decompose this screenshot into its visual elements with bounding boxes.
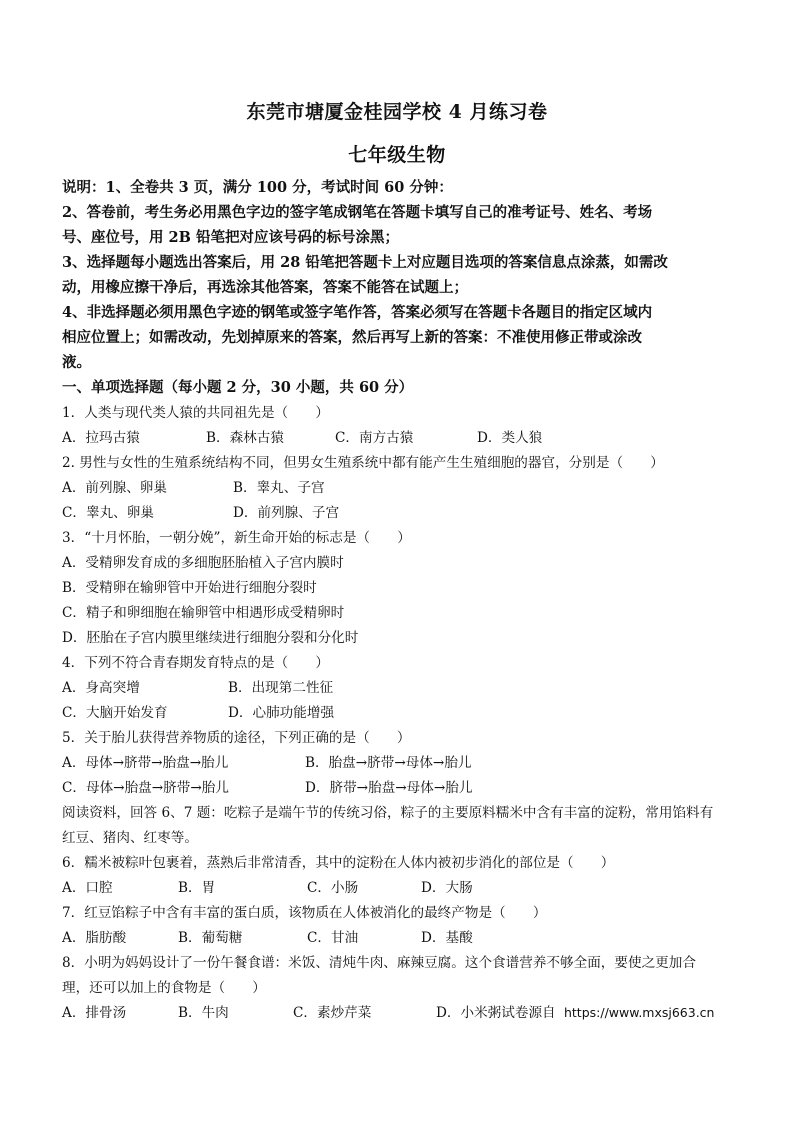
option-a: A．口腔: [62, 880, 113, 896]
question-stem: 8．小明为妈妈设计了一份午餐食谱：米饭、清炖牛肉、麻辣豆腐。这个食谱营养不够全面，要使之更加合: [62, 955, 696, 971]
question-stem: 3．“十月怀胎，一朝分娩”，新生命开始的标志是（ ）: [62, 530, 411, 546]
instruction-line: 说明：1、全卷共 3 页，满分 100 分，考试时间 60 分钟：: [62, 179, 453, 196]
option-a: A．受精卵发育成的多细胞胚胎植入子宫内膜时: [62, 555, 344, 571]
option-a: A．前列腺、卵巢: [62, 480, 167, 496]
option-b: B．胃: [178, 880, 216, 896]
exam-subtitle: 七年级生物: [348, 144, 446, 166]
instruction-line: 动，用橡应擦干净后，再选涂其他答案，答案不能答在试题上；: [62, 279, 468, 296]
option-a: A．身高突增: [62, 680, 140, 696]
option-a: A．排骨汤: [62, 1005, 127, 1021]
instruction-line: 号、座位号，用 2B 铅笔把对应该号码的标号涂黑；: [62, 229, 399, 246]
option-c: C．南方古猿: [335, 430, 414, 446]
option-a: A．脂肪酸: [62, 930, 127, 946]
option-c: C．精子和卵细胞在输卵管中相遇形成受精卵时: [62, 605, 345, 621]
question-stem: 4．下列不符合青春期发育特点的是（ ）: [62, 655, 329, 671]
option-c: C．大脑开始发育: [62, 705, 168, 721]
instruction-line: 相应位置上；如需改动，先划掉原来的答案，然后再写上新的答案：不准使用修正带或涂改: [62, 329, 642, 346]
option-d: D．基酸: [421, 930, 473, 946]
exam-title: 东莞市塘厦金桂园学校 4 月练习卷: [246, 101, 548, 123]
option-c: C．睾丸、卵巢: [62, 505, 154, 521]
option-b: B．胎盘→脐带→母体→胎儿: [305, 755, 472, 771]
option-d: [436, 1001, 714, 1021]
section-heading: 一、单项选择题（每小题 2 分，30 小题，共 60 分）: [62, 379, 414, 396]
option-d: D．心肺功能增强: [228, 705, 335, 721]
option-a: A．拉玛古猿: [62, 430, 140, 446]
watermark-url: https://www.mxsj663.cn: [563, 1005, 715, 1020]
question-stem: 5．关于胎儿获得营养物质的途径，下列正确的是（ ）: [62, 730, 411, 746]
instruction-line: 4、非选择题必须用黑色字迹的钢笔或签字笔作答，答案必须写在答题卡各题目的指定区域内: [62, 304, 653, 321]
option-b: B．睾丸、子宫: [233, 480, 325, 496]
option-d: D．大肠: [421, 880, 473, 896]
option-b: B．葡萄糖: [178, 930, 243, 946]
question-stem: 理，还可以加上的食物是（ ）: [62, 980, 266, 996]
option-d: D．类人狼: [477, 430, 543, 446]
option-d-text: D．小米粥试卷源自: [436, 1005, 556, 1021]
option-d: D．脐带→胎盘→母体→胎儿: [305, 780, 473, 796]
option-b: B．牛肉: [178, 1005, 229, 1021]
option-c: C．母体→胎盘→脐带→胎儿: [62, 780, 229, 796]
option-c: C．小肠: [307, 880, 359, 896]
reading-passage: 红豆、猪肉、红枣等。: [62, 830, 198, 846]
reading-passage: 阅读资料，回答 6、7 题：吃粽子是端午节的传统习俗，粽子的主要原料糯米中含有丰富的淀粉，常用馅料有: [62, 805, 714, 821]
instruction-line: 3、选择题每小题选出答案后，用 28 铅笔把答题卡上对应题目选项的答案信息点涂蒸，如需改: [62, 254, 668, 271]
question-stem: 7．红豆馅粽子中含有丰富的蛋白质，该物质在人体被消化的最终产物是（ ）: [62, 905, 547, 921]
option-c: C．素炒芹菜: [293, 1005, 372, 1021]
question-stem: 2. 男性与女性的生殖系统结构不同，但男女生殖系统中都有能产生生殖细胞的器官，分别是（ ）: [62, 455, 664, 471]
option-a: A．母体→脐带→胎盘→胎儿: [62, 755, 229, 771]
instruction-line: 液。: [62, 354, 91, 371]
option-b: B．出现第二性征: [228, 680, 334, 696]
question-stem: 1．人类与现代类人猿的共同祖先是（ ）: [62, 405, 329, 421]
option-b: B．受精卵在输卵管中开始进行细胞分裂时: [62, 580, 317, 596]
question-stem: 6．糯米被粽叶包裹着，蒸熟后非常清香，其中的淀粉在人体内被初步消化的部位是（ ）: [62, 855, 615, 871]
instruction-line: 2、答卷前，考生务必用黑色字边的签字笔成钢笔在答题卡填写自己的准考证号、姓名、考场: [62, 204, 653, 221]
option-d: D．前列腺、子宫: [233, 505, 340, 521]
option-c: C．甘油: [307, 930, 359, 946]
option-b: B．森林古猿: [206, 430, 284, 446]
option-d: D．胚胎在子宫内膜里继续进行细胞分裂和分化时: [62, 630, 359, 646]
